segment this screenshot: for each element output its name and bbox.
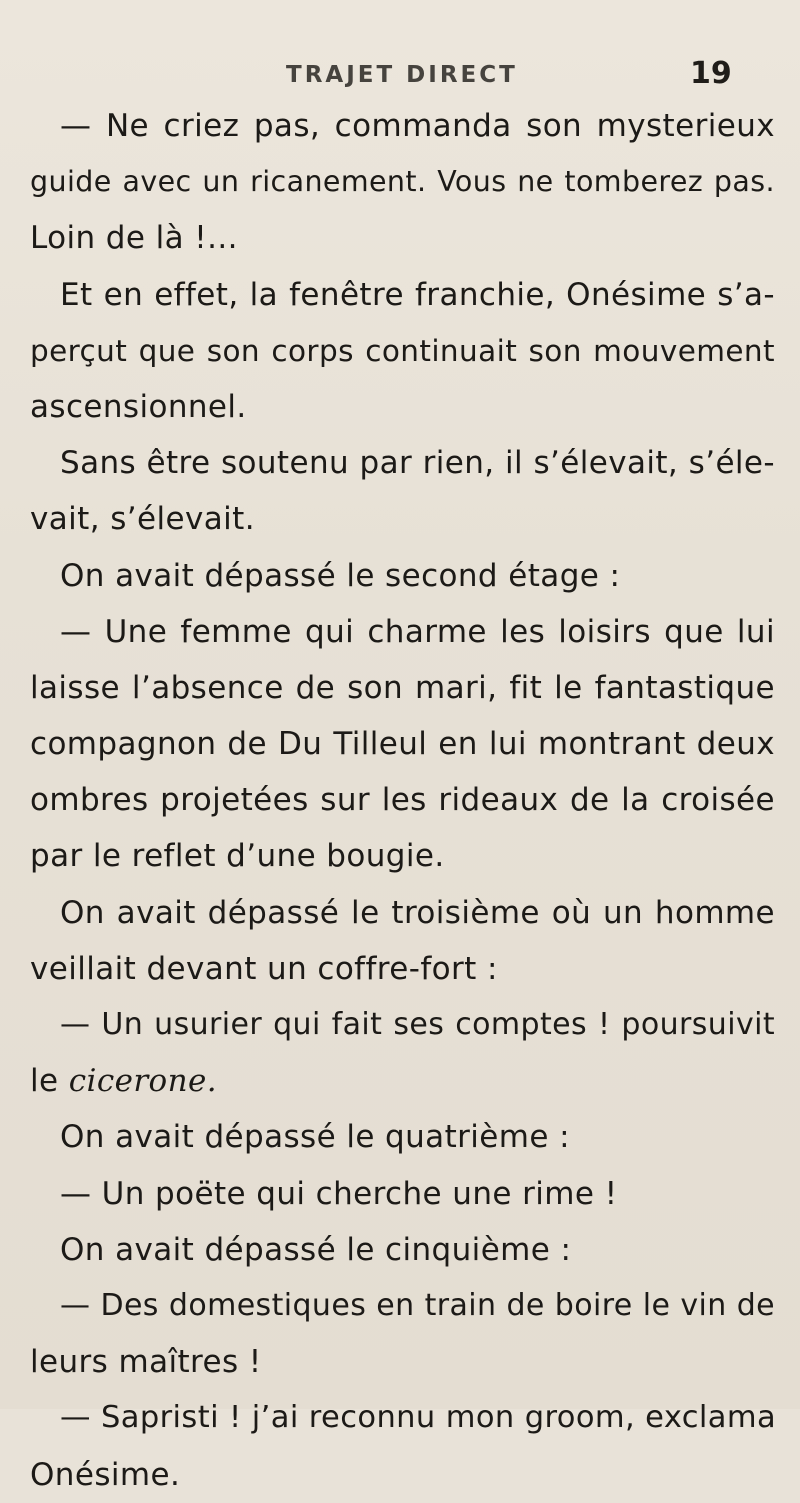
text-line xyxy=(30,716,775,772)
text-line xyxy=(30,210,775,266)
text-line-content: le xyxy=(30,1063,69,1100)
text-line-content: compagnon de Du Tilleul en lui montrant deux xyxy=(30,726,775,763)
text-line xyxy=(30,1109,775,1165)
running-head xyxy=(0,54,800,94)
text-line-content: guide avec un ricanement. Vous ne tomberez pas. xyxy=(30,165,775,199)
text-line-content: On avait dépassé le second étage : xyxy=(60,557,621,594)
text-line-content: leurs maîtres ! xyxy=(30,1344,262,1381)
text-line xyxy=(30,997,775,1053)
text-line xyxy=(30,323,775,379)
text-line xyxy=(30,1278,775,1334)
text-line xyxy=(30,604,775,660)
text-line xyxy=(30,1166,775,1222)
text-line-content: — Des domestiques en train de boire le vin de xyxy=(60,1287,775,1323)
text-line-content: — Une femme qui charme les loisirs que lui xyxy=(60,613,775,650)
text-line-content: On avait dépassé le quatrième : xyxy=(60,1119,570,1156)
text-line xyxy=(30,772,775,828)
text-line-content: Et en effet, la fenêtre franchie, Onésime s’a- xyxy=(60,276,775,313)
text-line xyxy=(30,491,775,547)
text-line-content: vait, s’élevait. xyxy=(30,501,255,538)
text-line xyxy=(30,660,775,716)
text-line-content: — Ne criez pas, commanda son mysterieux xyxy=(60,108,775,144)
text-line-content: On avait dépassé le troisième où un homme xyxy=(60,894,775,931)
text-line-content: Sans être soutenu par rien, il s’élevait, s’éle- xyxy=(60,445,775,482)
text-line-content: ombres projetées sur les rideaux de la croisée xyxy=(30,782,775,819)
text-line-content: perçut que son corps continuait son mouvement xyxy=(30,333,775,368)
text-line-content: — Un poëte qui cherche une rime ! xyxy=(60,1175,618,1212)
text-line xyxy=(30,98,775,154)
text-line-content: Onésime. xyxy=(30,1456,181,1493)
text-line xyxy=(30,267,775,323)
text-line xyxy=(30,435,775,491)
text-line xyxy=(30,885,775,941)
text-line-content: — Un usurier qui fait ses comptes ! poursuivit xyxy=(60,1007,775,1042)
text-line xyxy=(30,154,775,210)
text-line-content: laisse l’absence de son mari, fit le fantastique xyxy=(30,669,775,706)
italic-word: cicerone. xyxy=(68,1063,217,1100)
text-line xyxy=(30,1053,775,1109)
text-line xyxy=(30,1334,775,1390)
text-line xyxy=(30,1222,775,1278)
text-line xyxy=(30,941,775,997)
text-line-content: ascensionnel. xyxy=(30,388,247,425)
text-line-content: — Sapristi ! j’ai reconnu mon groom, exclama xyxy=(60,1400,777,1436)
text-line xyxy=(30,1390,775,1446)
text-line xyxy=(30,828,775,884)
text-line-content: Loin de là !... xyxy=(30,220,238,257)
text-line-content: par le reflet d’une bougie. xyxy=(30,838,445,875)
running-title: TRAJET DIRECT xyxy=(286,62,518,88)
text-line-content: veillait devant un coffre-fort : xyxy=(30,950,498,987)
text-line xyxy=(30,379,775,435)
text-line xyxy=(30,548,775,604)
page-number: 19 xyxy=(690,56,732,91)
text-line-content: On avait dépassé le cinquième : xyxy=(60,1231,572,1268)
text-line xyxy=(30,1447,775,1503)
body-text xyxy=(30,98,775,1503)
